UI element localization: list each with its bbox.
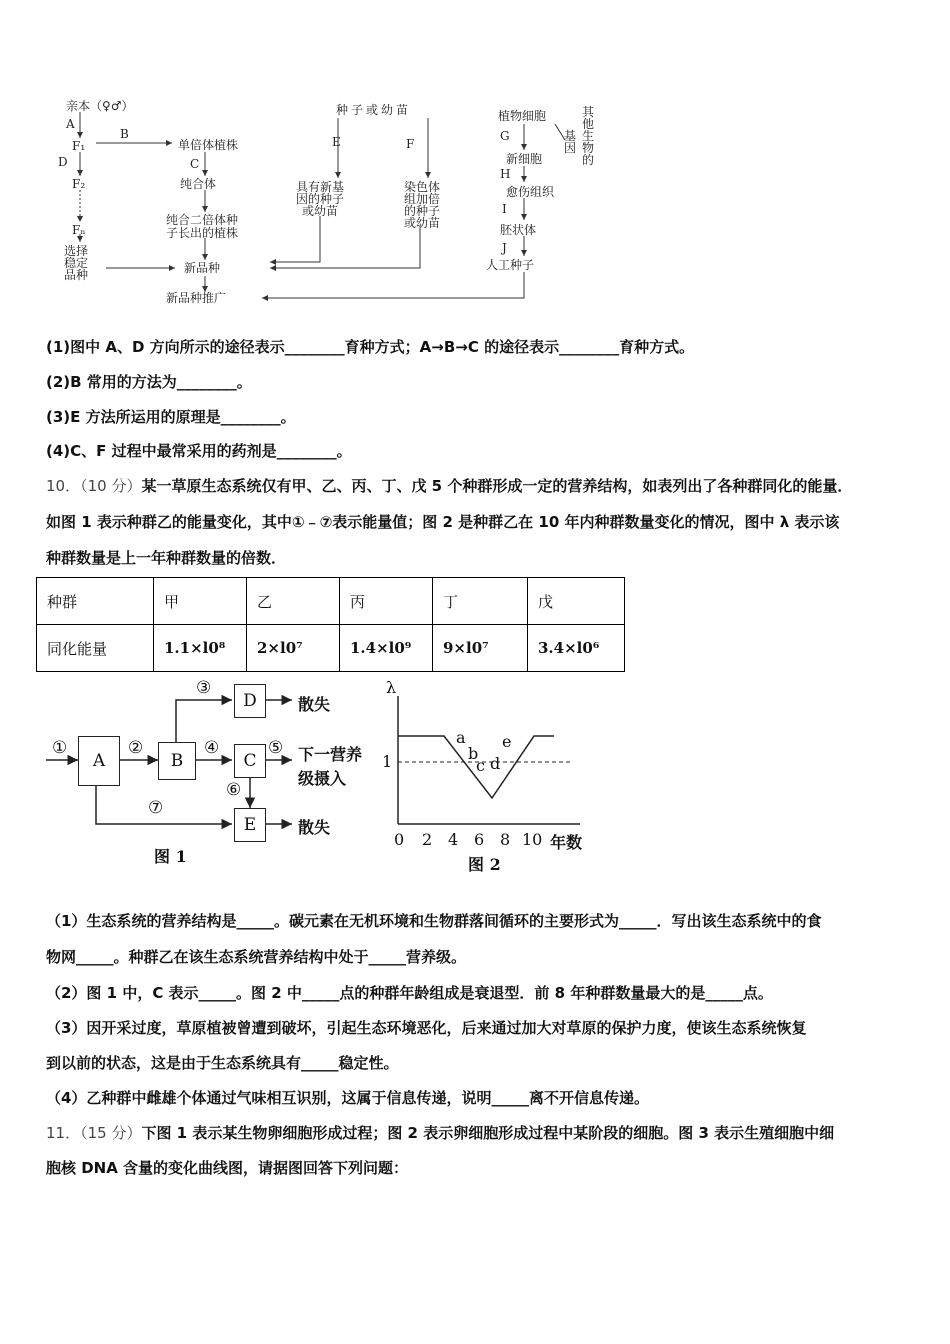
table-row xyxy=(37,625,625,672)
select-label-1: 选择 xyxy=(64,244,89,258)
step-i-label: I xyxy=(502,202,507,216)
q10-sub2: （2）图 1 中，C 表示_____。图 2 中_____点的种群年龄组成是衰退型．前 8 年种群数量最大的是_____点。 xyxy=(46,984,773,1002)
next-level-label-2: 级摄入 xyxy=(298,769,347,788)
label-6: ⑥ xyxy=(226,780,242,800)
new-variety-label: 新品种 xyxy=(184,261,221,275)
new-gene-label-2: 因的种子 xyxy=(296,192,345,206)
step-h-label: H xyxy=(500,167,511,181)
fn-label: Fₙ xyxy=(72,223,86,237)
q10-sub1-line2: 物网_____。种群乙在该生态系统营养结构中处于_____营养级。 xyxy=(46,948,467,966)
step-a-label: A xyxy=(66,117,75,131)
step-e-label: E xyxy=(332,135,341,149)
q11-number: 11．（15 分） xyxy=(46,1124,142,1142)
table-header-cell: 种群 xyxy=(37,578,154,625)
point-e-label: e xyxy=(502,732,512,751)
q9-part3: (3)E 方法所运用的原理是________。 xyxy=(46,408,296,426)
label-2: ② xyxy=(128,738,144,758)
point-d-label: d xyxy=(490,754,501,773)
other-bio-label-2: 他 xyxy=(582,117,595,131)
q10-sub4: （4）乙种群中雌雄个体通过气味相互识别，这属于信息传递，说明_____离不开信息传递。 xyxy=(46,1089,649,1107)
x-tick-10: 10 xyxy=(522,830,543,849)
label-1: ① xyxy=(52,738,68,758)
table-header-cell: 甲 xyxy=(154,578,247,625)
table-cell: 2×l0⁷ xyxy=(247,625,340,672)
point-c-label: c xyxy=(476,756,485,775)
chromo-label-4: 或幼苗 xyxy=(404,216,441,230)
q11-intro-2: 胞核 DNA 含量的变化曲线图，请据图回答下列问题： xyxy=(46,1159,409,1177)
q10-sub3-line1: （3）因开采过度，草原植被曾遭到破坏，引起生态环境恶化，后来通过加大对草原的保护力度，使该生态系统恢复 xyxy=(46,1019,807,1037)
table-header-cell: 丁 xyxy=(433,578,528,625)
plant-cell-label: 植物细胞 xyxy=(498,109,547,123)
table-header-cell: 戊 xyxy=(528,578,625,625)
table-header-cell: 乙 xyxy=(247,578,340,625)
table-header-row xyxy=(37,578,625,625)
x-tick-6: 6 xyxy=(474,830,485,849)
diploid-label-1: 纯合二倍体种 xyxy=(166,213,239,227)
new-cell-label: 新细胞 xyxy=(506,152,543,166)
callus-label: 愈伤组织 xyxy=(506,185,555,199)
step-d-label: D xyxy=(58,155,68,169)
other-bio-label-4: 物 xyxy=(582,141,595,155)
lambda-axis-label: λ xyxy=(386,678,397,697)
other-bio-label-5: 的 xyxy=(582,153,595,167)
promotion-label: 新品种推广 xyxy=(166,291,227,305)
figure-1-caption: 图 1 xyxy=(154,847,187,866)
gene-label-1: 基 xyxy=(564,129,577,143)
lose-label-2: 散失 xyxy=(298,818,331,837)
x-tick-8: 8 xyxy=(500,830,511,849)
select-label-3: 品种 xyxy=(64,268,89,282)
seed-label: 种子或幼苗 xyxy=(336,103,412,117)
box-a: A xyxy=(78,736,120,786)
q11-intro-text: 下图 1 表示某生物卵细胞形成过程；图 2 表示卵细胞形成过程中某阶段的细胞。图 3 表示生殖细胞中细 xyxy=(141,1124,835,1142)
other-bio-label-3: 生 xyxy=(582,129,595,143)
gene-label-2: 因 xyxy=(564,141,577,155)
table-cell: 3.4×l0⁶ xyxy=(528,625,625,672)
table-row-label: 同化能量 xyxy=(37,625,154,672)
step-f-label: F xyxy=(406,137,415,151)
q10-intro-3: 种群数量是上一年种群数量的倍数． xyxy=(46,549,287,567)
q10-intro-2: 如图 1 表示种群乙的能量变化，其中①﹣⑦表示能量值；图 2 是种群乙在 10 年内种群数量变化的情况，图中 λ 表示该 xyxy=(46,513,840,531)
x-axis-unit: 年数 xyxy=(550,833,583,852)
haploid-label: 单倍体植株 xyxy=(178,138,239,152)
box-b: B xyxy=(158,742,196,780)
breeding-diagram-lines xyxy=(0,0,950,320)
f2-label: F₂ xyxy=(72,177,86,191)
box-d: D xyxy=(234,684,266,718)
q9-part1: (1)图中 A、D 方向所示的途径表示________育种方式；A→B→C 的途径表示________育种方式。 xyxy=(46,338,695,356)
table-header-cell: 丙 xyxy=(340,578,433,625)
q10-intro-text: 某一草原生态系统仅有甲、乙、丙、丁、戊 5 个种群形成一定的营养结构，如表列出了各种群同化的能量． xyxy=(141,477,853,495)
box-c: C xyxy=(234,744,266,778)
table-cell: 1.1×l0⁸ xyxy=(154,625,247,672)
f1-label: F₁ xyxy=(72,139,86,153)
q11-intro-1 xyxy=(46,1123,926,1143)
breeding-diagram xyxy=(0,0,950,320)
chromo-label-2: 组加倍 xyxy=(404,192,441,206)
step-j-label: J xyxy=(502,241,507,255)
chromo-label-1: 染色体 xyxy=(404,180,441,194)
step-b-label: B xyxy=(120,127,129,141)
x-tick-0: 0 xyxy=(394,830,405,849)
point-b-label: b xyxy=(468,744,479,763)
other-bio-label-1: 其 xyxy=(582,105,595,119)
box-e: E xyxy=(234,808,266,842)
artificial-seed-label: 人工种子 xyxy=(486,258,535,272)
table-cell: 1.4×l0⁹ xyxy=(340,625,433,672)
x-tick-4: 4 xyxy=(448,830,459,849)
diploid-label-2: 子长出的植株 xyxy=(166,226,239,240)
label-5: ⑤ xyxy=(268,738,284,758)
figure-1 xyxy=(0,672,380,882)
label-4: ④ xyxy=(204,738,220,758)
q9-part2: (2)B 常用的方法为________。 xyxy=(46,373,252,391)
label-3: ③ xyxy=(196,678,212,698)
q10-sub1-line1: （1）生态系统的营养结构是_____。碳元素在无机环境和生物群落间循环的主要形式为_____．写出该生态系统中的食 xyxy=(46,912,822,930)
x-tick-2: 2 xyxy=(422,830,433,849)
energy-table xyxy=(36,577,625,672)
lose-label-1: 散失 xyxy=(298,695,331,714)
figure-2-caption: 图 2 xyxy=(468,855,501,874)
table-cell: 9×l0⁷ xyxy=(433,625,528,672)
label-7: ⑦ xyxy=(148,798,164,818)
new-gene-label-3: 或幼苗 xyxy=(302,204,339,218)
homozygote-label: 纯合体 xyxy=(180,177,217,191)
new-gene-label-1: 具有新基 xyxy=(296,180,345,194)
q9-part4: (4)C、F 过程中最常采用的药剂是________。 xyxy=(46,442,352,460)
embryoid-label: 胚状体 xyxy=(500,223,537,237)
figure-2 xyxy=(370,672,610,882)
next-level-label-1: 下一营养 xyxy=(298,745,363,764)
step-c-label: C xyxy=(190,157,200,171)
q10-number: 10．（10 分） xyxy=(46,477,142,495)
select-label-2: 稳定 xyxy=(64,256,89,270)
parent-label: 亲本（♀♂） xyxy=(66,99,134,113)
chromo-label-3: 的种子 xyxy=(404,204,441,218)
q10-intro-1 xyxy=(46,476,926,496)
lambda-one-label: 1 xyxy=(382,752,393,771)
step-g-label: G xyxy=(500,129,510,143)
q10-sub3-line2: 到以前的状态，这是由于生态系统具有_____稳定性。 xyxy=(46,1054,399,1072)
point-a-label: a xyxy=(456,728,466,747)
